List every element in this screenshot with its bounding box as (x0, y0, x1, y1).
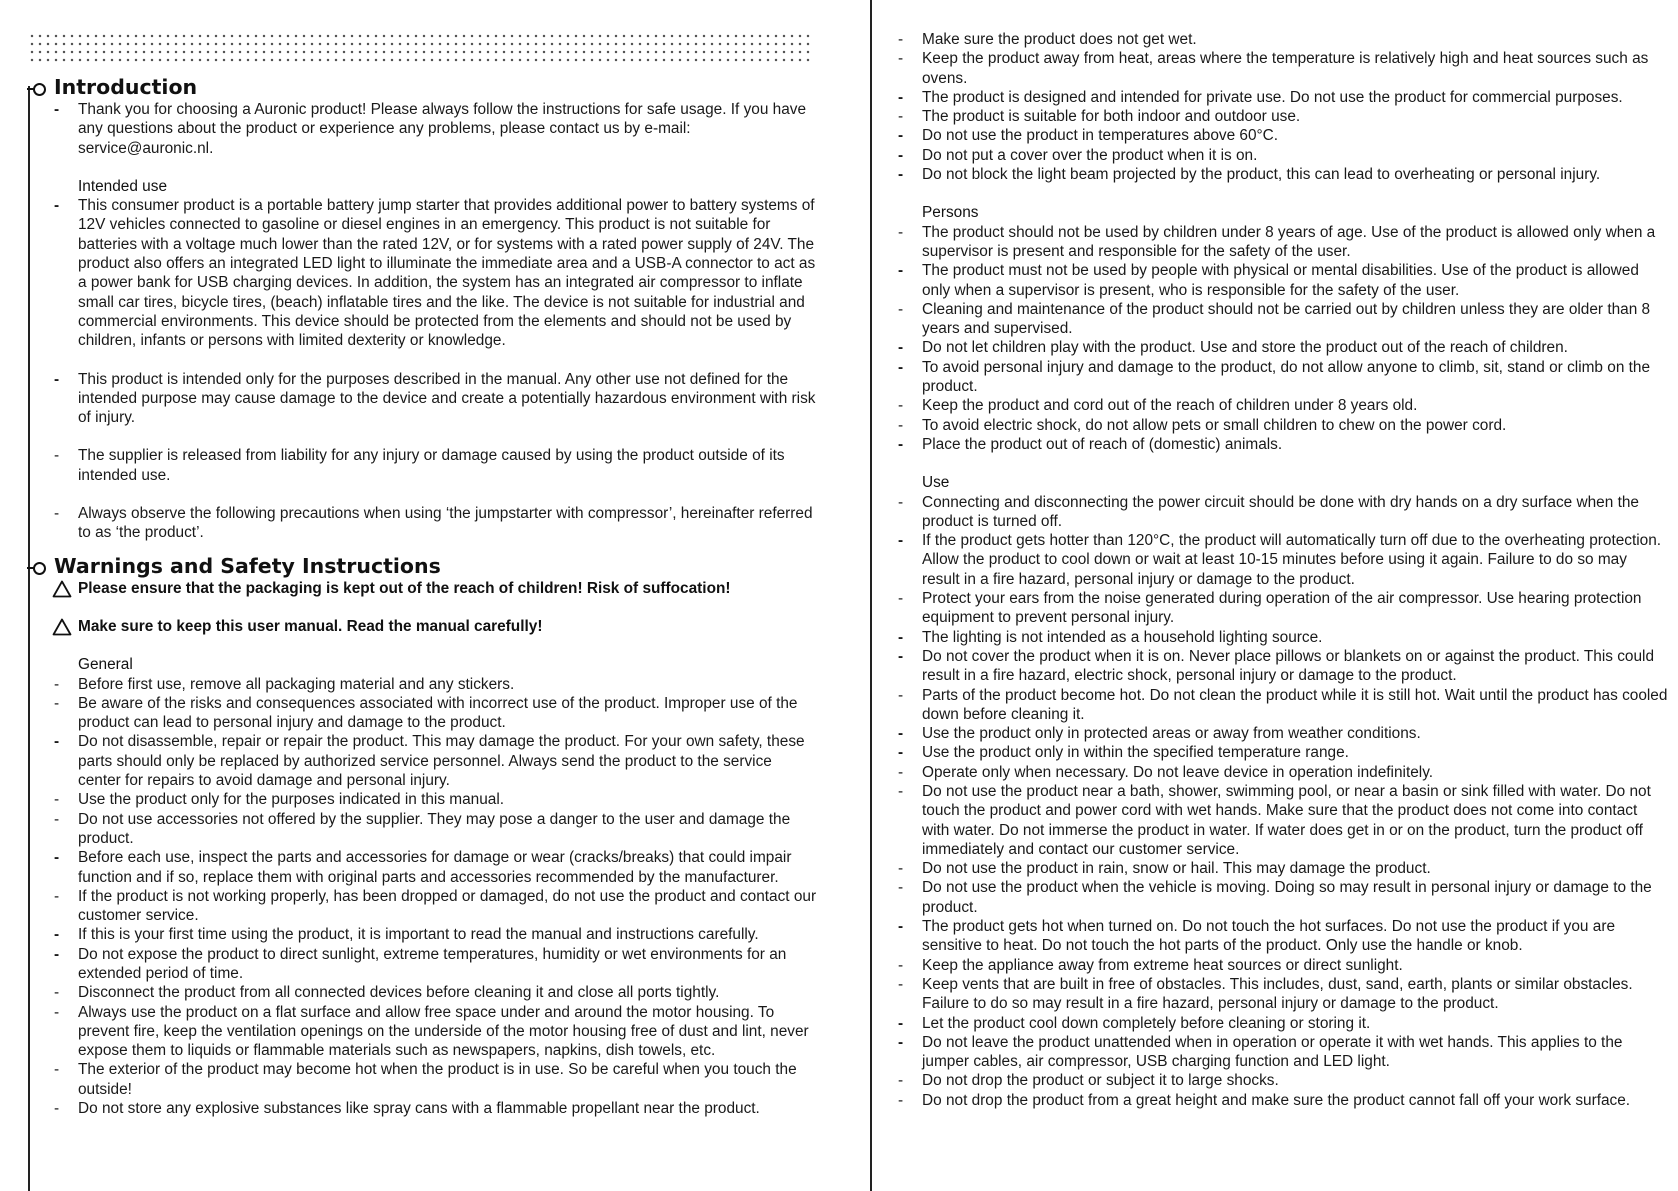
list-item: - Use the product only in protected areas or away from weather conditions. (898, 725, 1421, 743)
list-item: - Before each use, inspect the parts and accessories for damage or wear (cracks/breaks) that could impair function and if so, replace them with original parts and accessories recommended by the manufacturer. (54, 849, 792, 886)
list-item: - Do not use accessories not offered by the supplier. They may pose a danger to the user and damage the product. (54, 810, 791, 847)
list-item: - Cleaning and maintenance of the product should not be carried out by children unless they are older than 8 years and supervised. (898, 300, 1651, 338)
section-bullet-icon (33, 562, 46, 575)
list-item: - The product is designed and intended for private use. Do not use the product for commercial purposes. (898, 88, 1623, 106)
use-list (898, 493, 1668, 1111)
list-item: - Let the product cool down completely before cleaning or storing it. (898, 1014, 1371, 1032)
warning-keep-manual: Make sure to keep this user manual. Read the manual carefully! (28, 617, 818, 636)
intended-use-list (28, 196, 818, 542)
list-item: - Use the product only in within the specified temperature range. (898, 744, 1349, 762)
list-item: - Parts of the product become hot. Do not clean the product while it is still hot. Wait until the product has cooled down before cleaning it. (898, 686, 1668, 723)
list-item: - Do not let children play with the product. Use and store the product out of the reach of children. (898, 339, 1568, 357)
list-item: - Keep the product away from heat, areas where the temperature is relatively high and heat sources such as ovens. (898, 50, 1649, 87)
list-item: - To avoid personal injury and damage to the product, do not allow anyone to climb, sit, stand or climb on the product. (898, 358, 1651, 396)
list-item: - Do not expose the product to direct sunlight, extreme temperatures, humidity or wet environments for an extended period of time. (54, 945, 787, 982)
intro-paragraph: - Thank you for choosing a Auronic product! Please always follow the instructions for safe usage. If you have any questions about the product or experience any problems, please contact us by e-mail: service@auronic.nl. (54, 101, 807, 157)
general-list (28, 675, 818, 1119)
list-item: - The exterior of the product may become hot when the product is in use. So be careful when you touch the outside! (54, 1061, 797, 1098)
left-column (28, 0, 818, 1118)
list-item: - To avoid electric shock, do not allow pets or small children to chew on the power cord. (898, 416, 1507, 434)
persons-heading: Persons (922, 204, 979, 222)
list-item: - Do not drop the product or subject it to large shocks. (898, 1072, 1279, 1090)
list-item: - Operate only when necessary. Do not leave device in operation indefinitely. (898, 763, 1434, 781)
list-item: - If the product gets hotter than 120°C, the product will automatically turn off due to the overheating protection. Allow the product to cool down or wait at least 10-15 minutes before using it again. Failure to do so may result in a fire hazard, personal injury or damage to the product. (898, 532, 1662, 588)
general-heading: General (78, 656, 133, 674)
list-item: - Disconnect the product from all connected devices before cleaning it and close all ports tightly. (54, 984, 720, 1002)
warning-triangle-icon (52, 580, 72, 598)
list-item: - Do not leave the product unattended when in operation or operate it with wet hands. This applies to the jumper cables, air compressor, USB charging function and LED light. (898, 1033, 1623, 1071)
warning-suffocation: Please ensure that the packaging is kept out of the reach of children! Risk of suffocation! (28, 579, 818, 598)
list-item: - Use the product only for the purposes indicated in this manual. (54, 791, 505, 809)
list-item: - The product should not be used by children under 8 years of age. Use of the product is allowed only when a supervisor is present and responsible for the safety of the user. (898, 223, 1656, 260)
list-item: - If the product is not working properly, has been dropped or damaged, do not use the product and contact our customer service. (54, 887, 817, 925)
list-item: - Do not drop the product from a great height and make sure the product cannot fall off your work surface. (898, 1091, 1631, 1109)
list-item: - Protect your ears from the noise generated during operation of the air compressor. Use hearing protection equipment to prevent personal injury. (898, 590, 1642, 627)
use-heading: Use (922, 474, 950, 492)
list-item: - Always use the product on a flat surface and allow free space under and around the motor housing. To prevent fire, keep the ventilation openings on the underside of the motor housing free of dust and lint, never expose them to liquids or flammable materials such as newspapers, napkins, dish towels, etc. (54, 1003, 809, 1060)
list-item: - Do not put a cover over the product when it is on. (898, 146, 1258, 164)
list-item: - This consumer product is a portable battery jump starter that provides additional power to battery systems of 12V vehicles connected to gasoline or diesel engines in an emergency. This product is not suitable for batteries with a voltage much lower than the rated 12V, or for systems with a rated power supply of 24V. The product also offers an integrated LED light to illuminate the immediate area and a USB-A connector to act as a power bank for USB charging devices. In addition, the system has an integrated air compressor to inflate small car tires, bicycle tires, (beach) inflatable tires and the like. The device is not suitable for industrial and commercial environments. This device should be protected from the elements and should not be used by children, infants or persons with limited dexterity or knowledge. (54, 197, 816, 350)
intended-use-heading: Intended use (78, 177, 167, 195)
list-item: - Do not use the product in rain, snow or hail. This may damage the product. (898, 860, 1431, 878)
list-item: - Keep vents that are built in free of obstacles. This includes, dust, sand, earth, plants or similar obstacles. Failure to do so may result in a fire hazard, personal injury or damage to the product. (898, 975, 1633, 1013)
list-item: - Do not disassemble, repair or repair the product. This may damage the product. For your own safety, these parts should only be replaced by authorized service personnel. Always send the product to the service center for repairs to avoid damage and personal injury. (54, 733, 805, 790)
list-item: - Always observe the following precautions when using ‘the jumpstarter with compressor’, hereinafter referred to as ‘the product’. (54, 505, 813, 542)
warnings-heading: Warnings and Safety Instructions (28, 553, 818, 579)
list-item: - The product is suitable for both indoor and outdoor use. (898, 108, 1301, 126)
warning-triangle-icon (52, 618, 72, 636)
list-item: - Do not store any explosive substances like spray cans with a flammable propellant near the product. (54, 1100, 760, 1118)
list-item: - The lighting is not intended as a household lighting source. (898, 628, 1323, 646)
list-item: - Connecting and disconnecting the power circuit should be done with dry hands on a dry surface when the product is turned off. (898, 493, 1639, 530)
list-item: - Do not use the product near a bath, shower, swimming pool, or near a basin or sink filled with water. Do not touch the product and power cord with wet hands. Make sure that the product does not come into contact with water. Do not immerse the product in water. If water does get in or on the product, turn the product off immediately and contact our customer service. (898, 782, 1651, 858)
section-bullet-icon (33, 83, 46, 96)
list-item: - Do not use the product when the vehicle is moving. Doing so may result in personal injury or damage to the product. (898, 879, 1652, 916)
general-continued-list (898, 30, 1668, 184)
introduction-heading: Introduction (28, 74, 818, 100)
persons-list (898, 223, 1668, 455)
list-item: - Be aware of the risks and consequences associated with incorrect use of the product. Improper use of the product can lead to personal injury and damage to the product. (54, 694, 798, 732)
list-item: - Make sure the product does not get wet. (898, 31, 1197, 48)
list-item: - Do not cover the product when it is on. Never place pillows or blankets on or against the product. This could result in a fire hazard, electric shock, personal injury or damage to the product. (898, 647, 1655, 685)
list-item: - The supplier is released from liability for any injury or damage caused by using the product outside of its intended use. (54, 447, 785, 484)
list-item: - If this is your first time using the product, it is important to read the manual and instructions carefully. (54, 926, 759, 944)
right-column (898, 30, 1668, 1110)
list-item: - Keep the appliance away from extreme heat sources or direct sunlight. (898, 956, 1403, 974)
list-item: - Do not block the light beam projected by the product, this can lead to overheating or personal injury. (898, 166, 1601, 184)
intro-list (28, 100, 818, 158)
column-divider (870, 0, 872, 1191)
list-item: - Before first use, remove all packaging material and any stickers. (54, 675, 515, 693)
list-item: - Do not use the product in temperatures above 60°C. (898, 127, 1279, 145)
list-item: - Keep the product and cord out of the reach of children under 8 years old. (898, 397, 1418, 415)
list-item: - The product gets hot when turned on. Do not touch the hot surfaces. Do not use the product if you are sensitive to heat. Do not touch the hot parts of the product. Only use the handle or knob. (898, 918, 1616, 955)
list-item: - This product is intended only for the purposes described in the manual. Any other use not defined for the intended purpose may cause damage to the device and create a potentially hazardous environment with risk of injury. (54, 370, 816, 427)
list-item: - The product must not be used by people with physical or mental disabilities. Use of the product is allowed only when a supervisor is present, who is responsible for the safety of the user. (898, 262, 1639, 299)
list-item: - Place the product out of reach of (domestic) animals. (898, 435, 1283, 453)
